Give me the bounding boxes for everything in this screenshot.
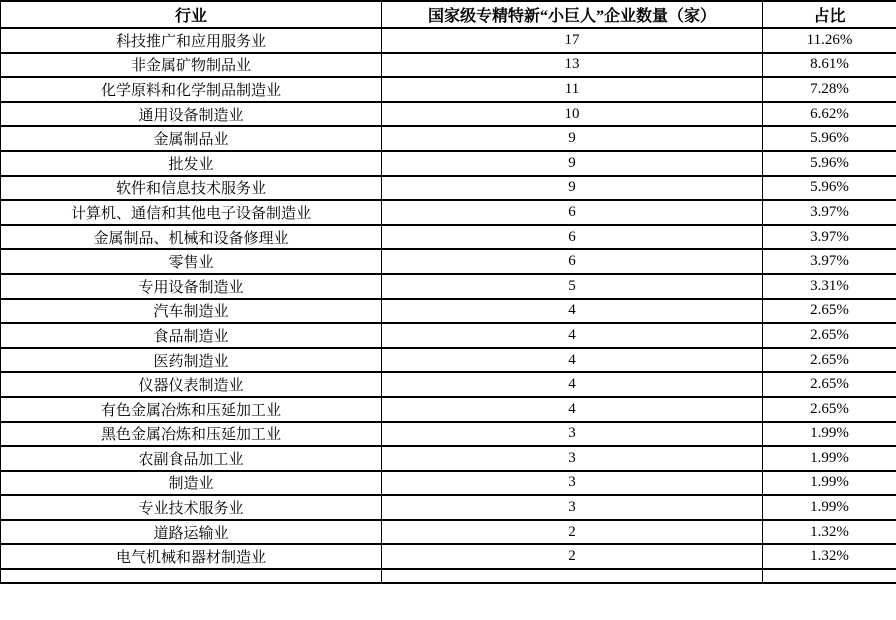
share-cell: 1.99%	[763, 422, 896, 447]
industry-cell: 专业技术服务业	[1, 495, 382, 520]
column-header-industry: 行业	[1, 1, 382, 28]
industry-cell: 软件和信息技术服务业	[1, 176, 382, 201]
column-header-count: 国家级专精特新“小巨人”企业数量（家）	[382, 1, 763, 28]
table-row	[1, 520, 896, 545]
table-row	[1, 53, 896, 78]
table-row	[1, 495, 896, 520]
industry-cell: 计算机、通信和其他电子设备制造业	[1, 200, 382, 225]
count-cell: 3	[382, 495, 763, 520]
industry-cell: 金属制品、机械和设备修理业	[1, 225, 382, 250]
industry-cell: 仪器仪表制造业	[1, 372, 382, 397]
table-row	[1, 372, 896, 397]
share-cell: 1.32%	[763, 544, 896, 569]
industry-cell: 制造业	[1, 471, 382, 496]
industry-cell: 零售业	[1, 249, 382, 274]
industry-cell: 有色金属冶炼和压延加工业	[1, 397, 382, 422]
table-row	[1, 299, 896, 324]
industry-cell: 非金属矿物制品业	[1, 53, 382, 78]
industry-cell: 医药制造业	[1, 348, 382, 373]
share-cell: 8.61%	[763, 53, 896, 78]
industry-cell: 农副食品加工业	[1, 446, 382, 471]
count-cell: 6	[382, 200, 763, 225]
table-row	[1, 200, 896, 225]
industry-cell: 专用设备制造业	[1, 274, 382, 299]
table-row	[1, 176, 896, 201]
table-body	[1, 28, 896, 583]
table-row	[1, 422, 896, 447]
table-row	[1, 249, 896, 274]
share-cell: 1.99%	[763, 471, 896, 496]
count-cell: 4	[382, 372, 763, 397]
count-cell: 4	[382, 397, 763, 422]
table-row	[1, 471, 896, 496]
table-row	[1, 397, 896, 422]
share-cell: 2.65%	[763, 372, 896, 397]
count-cell: 4	[382, 299, 763, 324]
table-row	[1, 323, 896, 348]
count-cell: 4	[382, 348, 763, 373]
table-row	[1, 348, 896, 373]
share-cell: 6.62%	[763, 102, 896, 127]
table-row	[1, 77, 896, 102]
count-cell: 6	[382, 225, 763, 250]
share-cell: 1.99%	[763, 446, 896, 471]
count-cell: 3	[382, 446, 763, 471]
count-cell: 3	[382, 471, 763, 496]
count-cell: 2	[382, 520, 763, 545]
table-row	[1, 151, 896, 176]
share-cell: 1.32%	[763, 520, 896, 545]
share-cell: 1.99%	[763, 495, 896, 520]
count-cell: 6	[382, 249, 763, 274]
share-cell: 5.96%	[763, 126, 896, 151]
industry-cell: 金属制品业	[1, 126, 382, 151]
header-row	[1, 1, 896, 28]
share-cell	[763, 569, 896, 583]
industry-cell: 电气机械和器材制造业	[1, 544, 382, 569]
share-cell: 3.97%	[763, 200, 896, 225]
share-cell: 2.65%	[763, 397, 896, 422]
share-cell: 7.28%	[763, 77, 896, 102]
count-cell	[382, 569, 763, 583]
table-row	[1, 446, 896, 471]
table-row	[1, 28, 896, 53]
count-cell: 4	[382, 323, 763, 348]
table-row	[1, 225, 896, 250]
share-cell: 3.97%	[763, 225, 896, 250]
table-row	[1, 274, 896, 299]
partial-cutoff-row	[1, 569, 896, 583]
count-cell: 5	[382, 274, 763, 299]
count-cell: 3	[382, 422, 763, 447]
count-cell: 9	[382, 176, 763, 201]
industry-cell: 食品制造业	[1, 323, 382, 348]
count-cell: 9	[382, 126, 763, 151]
count-cell: 2	[382, 544, 763, 569]
table-row	[1, 102, 896, 127]
industry-cell: 通用设备制造业	[1, 102, 382, 127]
industry-cell: 黑色金属冶炼和压延加工业	[1, 422, 382, 447]
share-cell: 5.96%	[763, 151, 896, 176]
share-cell: 2.65%	[763, 323, 896, 348]
share-cell: 3.31%	[763, 274, 896, 299]
share-cell: 2.65%	[763, 348, 896, 373]
industry-cell: 汽车制造业	[1, 299, 382, 324]
share-cell: 3.97%	[763, 249, 896, 274]
count-cell: 11	[382, 77, 763, 102]
share-cell: 2.65%	[763, 299, 896, 324]
share-cell: 11.26%	[763, 28, 896, 53]
table-row	[1, 126, 896, 151]
industry-cell	[1, 569, 382, 583]
count-cell: 13	[382, 53, 763, 78]
industry-cell: 科技推广和应用服务业	[1, 28, 382, 53]
count-cell: 17	[382, 28, 763, 53]
industry-cell: 批发业	[1, 151, 382, 176]
count-cell: 10	[382, 102, 763, 127]
industry-cell: 道路运输业	[1, 520, 382, 545]
count-cell: 9	[382, 151, 763, 176]
column-header-share: 占比	[763, 1, 896, 28]
industry-cell: 化学原料和化学制品制造业	[1, 77, 382, 102]
share-cell: 5.96%	[763, 176, 896, 201]
table-row	[1, 544, 896, 569]
